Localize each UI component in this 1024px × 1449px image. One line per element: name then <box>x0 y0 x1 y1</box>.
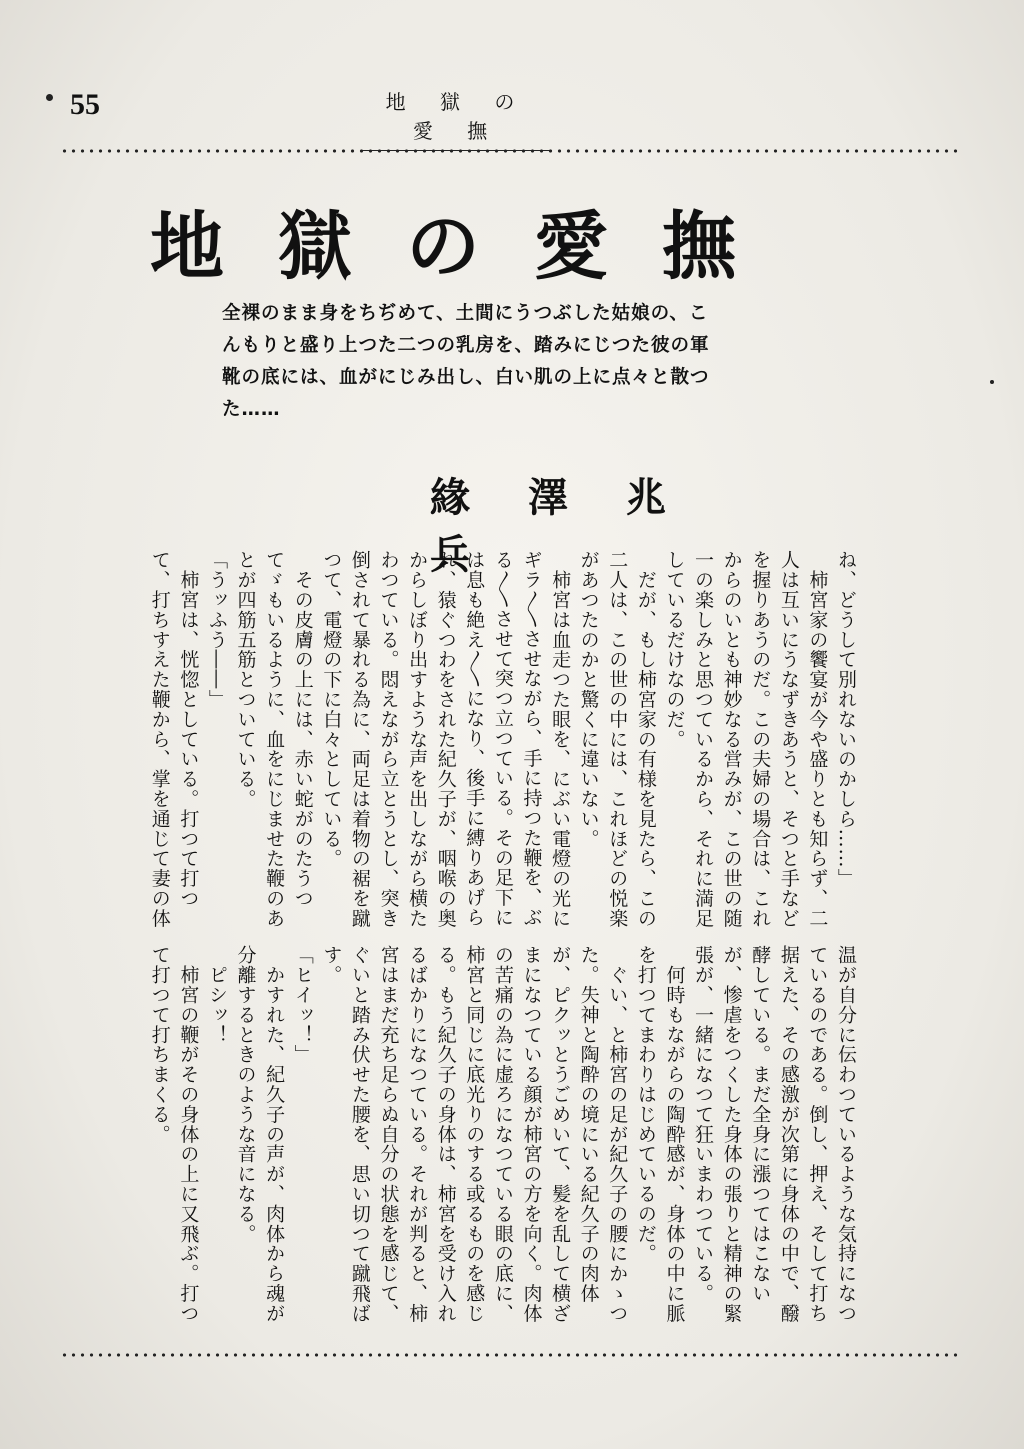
paragraph: その皮膚の上には、赤い蛇がのたうつてゞもいるように、血をにじませた鞭のあとが四筋五筋とついている。 <box>234 550 314 929</box>
paragraph: ね、どうして別れないのかしら……」 <box>835 550 857 889</box>
body-column-upper <box>60 550 860 930</box>
author-name: 緣澤兆兵 <box>430 474 724 578</box>
paragraph: 「ヒイッ！」 <box>291 945 314 1065</box>
paragraph: 柿宮家の饗宴が今や盛りとも知らず、二人は互いにうなずきあうと、そつと手などを握りあうのだ。この夫婦の場合は、これからのいとも神妙なる営みが、この世の随一の楽しみと思つているから、それに満足しているだけなのだ。 <box>663 550 829 929</box>
body-column-lower <box>60 945 860 1325</box>
page-number: 55 <box>70 88 100 121</box>
paragraph: 「うッふう――」 <box>205 550 228 710</box>
paragraph: 柿宮は、恍惚としている。打つて打つて、打ちすえた鞭から、掌を通じて妻の体 <box>148 550 200 929</box>
article-title: 地獄の愛撫 <box>150 204 790 290</box>
paragraph: 柿宮は血走つた眼を、にぶい電燈の光にギラ〳〵させながら、手に持つた鞭を、ぶる〳〵させて突つ立つている。その足下には息も絶え〳〵になり、後手に縛りあげられ、猿ぐつわをされた紀久子が、咽喉の奥からしぼり出すような声を出しながら横たわつている。悶えながら立とうとし、突き倒されて暴れる為に、両足は着物の裾を蹴つて、電燈の下に白々としている。 <box>320 550 572 929</box>
paragraph: 何時もながらの陶酔感が、身体の中に脈を打つてまわりはじめているのだ。 <box>634 945 686 1324</box>
ink-spot <box>46 94 53 101</box>
paragraph: 柿宮の鞭がその身体の上に又飛ぶ。打つて打つて打ちまくる。 <box>148 945 200 1324</box>
paragraph: かすれた、紀久子の声が、肉体から魂が分離するときのような音になる。 <box>234 945 286 1324</box>
bottom-divider <box>60 1352 960 1358</box>
paragraph: ピシッ！ <box>205 945 228 1045</box>
paragraph: ぐい、と柿宮の足が紀久子の腰にかゝつた。失神と陶酔の境にいる紀久子の肉体が、ピクッとうごめいて、髪を乱して横ざまになつている顔が柿宮の方を向く。肉体の苦痛の為に虚ろになつている眼の底に、柿宮と同じに底光りのする或るものを感じる。もう紀久子の身体は、柿宮を受け入れるばかりになつている。それが判ると、柿宮はまだ充ち足らぬ自分の状態を感じて、ぐいと踏み伏せた腰を、思い切つて蹴飛ばす。 <box>320 945 629 1324</box>
lead-paragraph: 全裸のまま身をちぢめて、土間にうつぶした姑娘の、こんもりと盛り上つた二つの乳房を、踏みにじつた彼の軍靴の底には、血がにじみ出し、白い肌の上に点々と散つた…… <box>222 303 710 420</box>
running-header: 地 獄 の 愛 撫 <box>362 86 552 151</box>
paragraph: 温が自分に伝わつているような気持になつているのである。倒し、押え、そして打ち据えた、その感激が次第に身体の中で、醱酵している。まだ全身に漲つてはこないが、惨虐をつくした身体の張りと精神の緊張が、一緒になつて狂いまわつている。 <box>692 945 857 1324</box>
top-divider <box>60 148 960 154</box>
paragraph: だが、もし柿宮家の有様を見たら、この二人は、この世の中には、これほどの悦楽があつたのかと驚くに違いない。 <box>577 550 657 929</box>
ink-spot <box>990 380 994 384</box>
